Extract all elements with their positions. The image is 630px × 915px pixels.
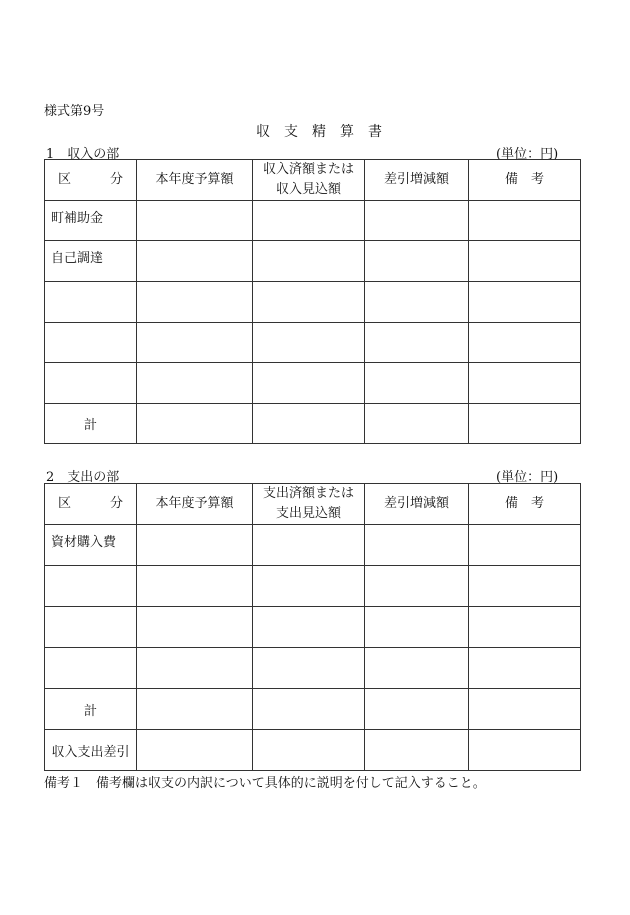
total-label: 計 [45, 689, 137, 730]
cell-received[interactable] [253, 282, 365, 323]
cell-difference[interactable] [365, 648, 469, 689]
row-label[interactable] [45, 363, 137, 404]
cell-spent[interactable] [253, 730, 365, 771]
total-label: 計 [45, 404, 137, 444]
table-row [45, 201, 581, 241]
cell-spent[interactable] [253, 648, 365, 689]
header-difference: 差引増減額 [365, 484, 469, 525]
row-label: 町補助金 [45, 201, 137, 241]
table-row [45, 282, 581, 323]
header-category: 区 分 [45, 160, 137, 201]
cell-difference[interactable] [365, 363, 469, 404]
cell-received[interactable] [253, 363, 365, 404]
income-heading: 1 収入の部 [46, 147, 120, 162]
cell-remarks[interactable] [469, 282, 581, 323]
expense-table [44, 483, 581, 771]
header-spent: 支出済額または 支出見込額 [253, 484, 365, 525]
row-label: 資材購入費 [45, 525, 137, 566]
row-label[interactable] [45, 648, 137, 689]
cell-spent[interactable] [253, 525, 365, 566]
header-received: 収入済額または 収入見込額 [253, 160, 365, 201]
cell-remarks[interactable] [469, 648, 581, 689]
cell-remarks[interactable] [469, 525, 581, 566]
balance-row [45, 730, 581, 771]
cell-budget[interactable] [137, 566, 253, 607]
cell-remarks[interactable] [469, 241, 581, 282]
cell-remarks[interactable] [469, 607, 581, 648]
cell-budget[interactable] [137, 689, 253, 730]
row-label: 自己調達 [45, 241, 137, 282]
header-budget: 本年度予算額 [137, 160, 253, 201]
row-label[interactable] [45, 282, 137, 323]
cell-budget[interactable] [137, 404, 253, 444]
header-budget: 本年度予算額 [137, 484, 253, 525]
cell-remarks[interactable] [469, 363, 581, 404]
cell-remarks[interactable] [469, 689, 581, 730]
document-title: 収 支 精 算 書 [256, 124, 382, 140]
cell-spent[interactable] [253, 566, 365, 607]
table-row [45, 363, 581, 404]
table-row [45, 648, 581, 689]
cell-budget[interactable] [137, 730, 253, 771]
cell-budget[interactable] [137, 282, 253, 323]
cell-difference[interactable] [365, 607, 469, 648]
cell-remarks[interactable] [469, 730, 581, 771]
cell-received[interactable] [253, 241, 365, 282]
cell-remarks[interactable] [469, 404, 581, 444]
cell-budget[interactable] [137, 525, 253, 566]
row-label[interactable] [45, 323, 137, 363]
cell-difference[interactable] [365, 689, 469, 730]
header-remarks: 備 考 [469, 160, 581, 201]
cell-difference[interactable] [365, 730, 469, 771]
cell-received[interactable] [253, 404, 365, 444]
row-label[interactable] [45, 566, 137, 607]
cell-spent[interactable] [253, 689, 365, 730]
expense-unit: (単位：円) [496, 470, 559, 485]
header-remarks: 備 考 [469, 484, 581, 525]
cell-budget[interactable] [137, 323, 253, 363]
form-number: 様式第9号 [44, 104, 105, 119]
income-table [44, 159, 581, 444]
cell-difference[interactable] [365, 323, 469, 363]
income-header-row [45, 160, 581, 201]
cell-spent[interactable] [253, 607, 365, 648]
cell-difference[interactable] [365, 241, 469, 282]
cell-remarks[interactable] [469, 323, 581, 363]
table-row [45, 607, 581, 648]
row-label[interactable] [45, 607, 137, 648]
cell-difference[interactable] [365, 404, 469, 444]
cell-budget[interactable] [137, 607, 253, 648]
table-row [45, 323, 581, 363]
balance-label: 収入支出差引 [45, 730, 137, 771]
expense-header-row [45, 484, 581, 525]
cell-budget[interactable] [137, 648, 253, 689]
cell-difference[interactable] [365, 201, 469, 241]
income-unit: (単位：円) [496, 147, 559, 162]
note: 備考１ 備考欄は収支の内訳について具体的に説明を付して記入すること。 [44, 776, 486, 791]
cell-budget[interactable] [137, 241, 253, 282]
total-row [45, 404, 581, 444]
header-category: 区 分 [45, 484, 137, 525]
expense-heading: 2 支出の部 [46, 470, 120, 485]
cell-received[interactable] [253, 323, 365, 363]
cell-difference[interactable] [365, 282, 469, 323]
cell-difference[interactable] [365, 566, 469, 607]
header-difference: 差引増減額 [365, 160, 469, 201]
table-row [45, 525, 581, 566]
table-row [45, 566, 581, 607]
table-row [45, 241, 581, 282]
cell-remarks[interactable] [469, 201, 581, 241]
cell-budget[interactable] [137, 201, 253, 241]
cell-budget[interactable] [137, 363, 253, 404]
cell-received[interactable] [253, 201, 365, 241]
cell-remarks[interactable] [469, 566, 581, 607]
total-row [45, 689, 581, 730]
cell-difference[interactable] [365, 525, 469, 566]
